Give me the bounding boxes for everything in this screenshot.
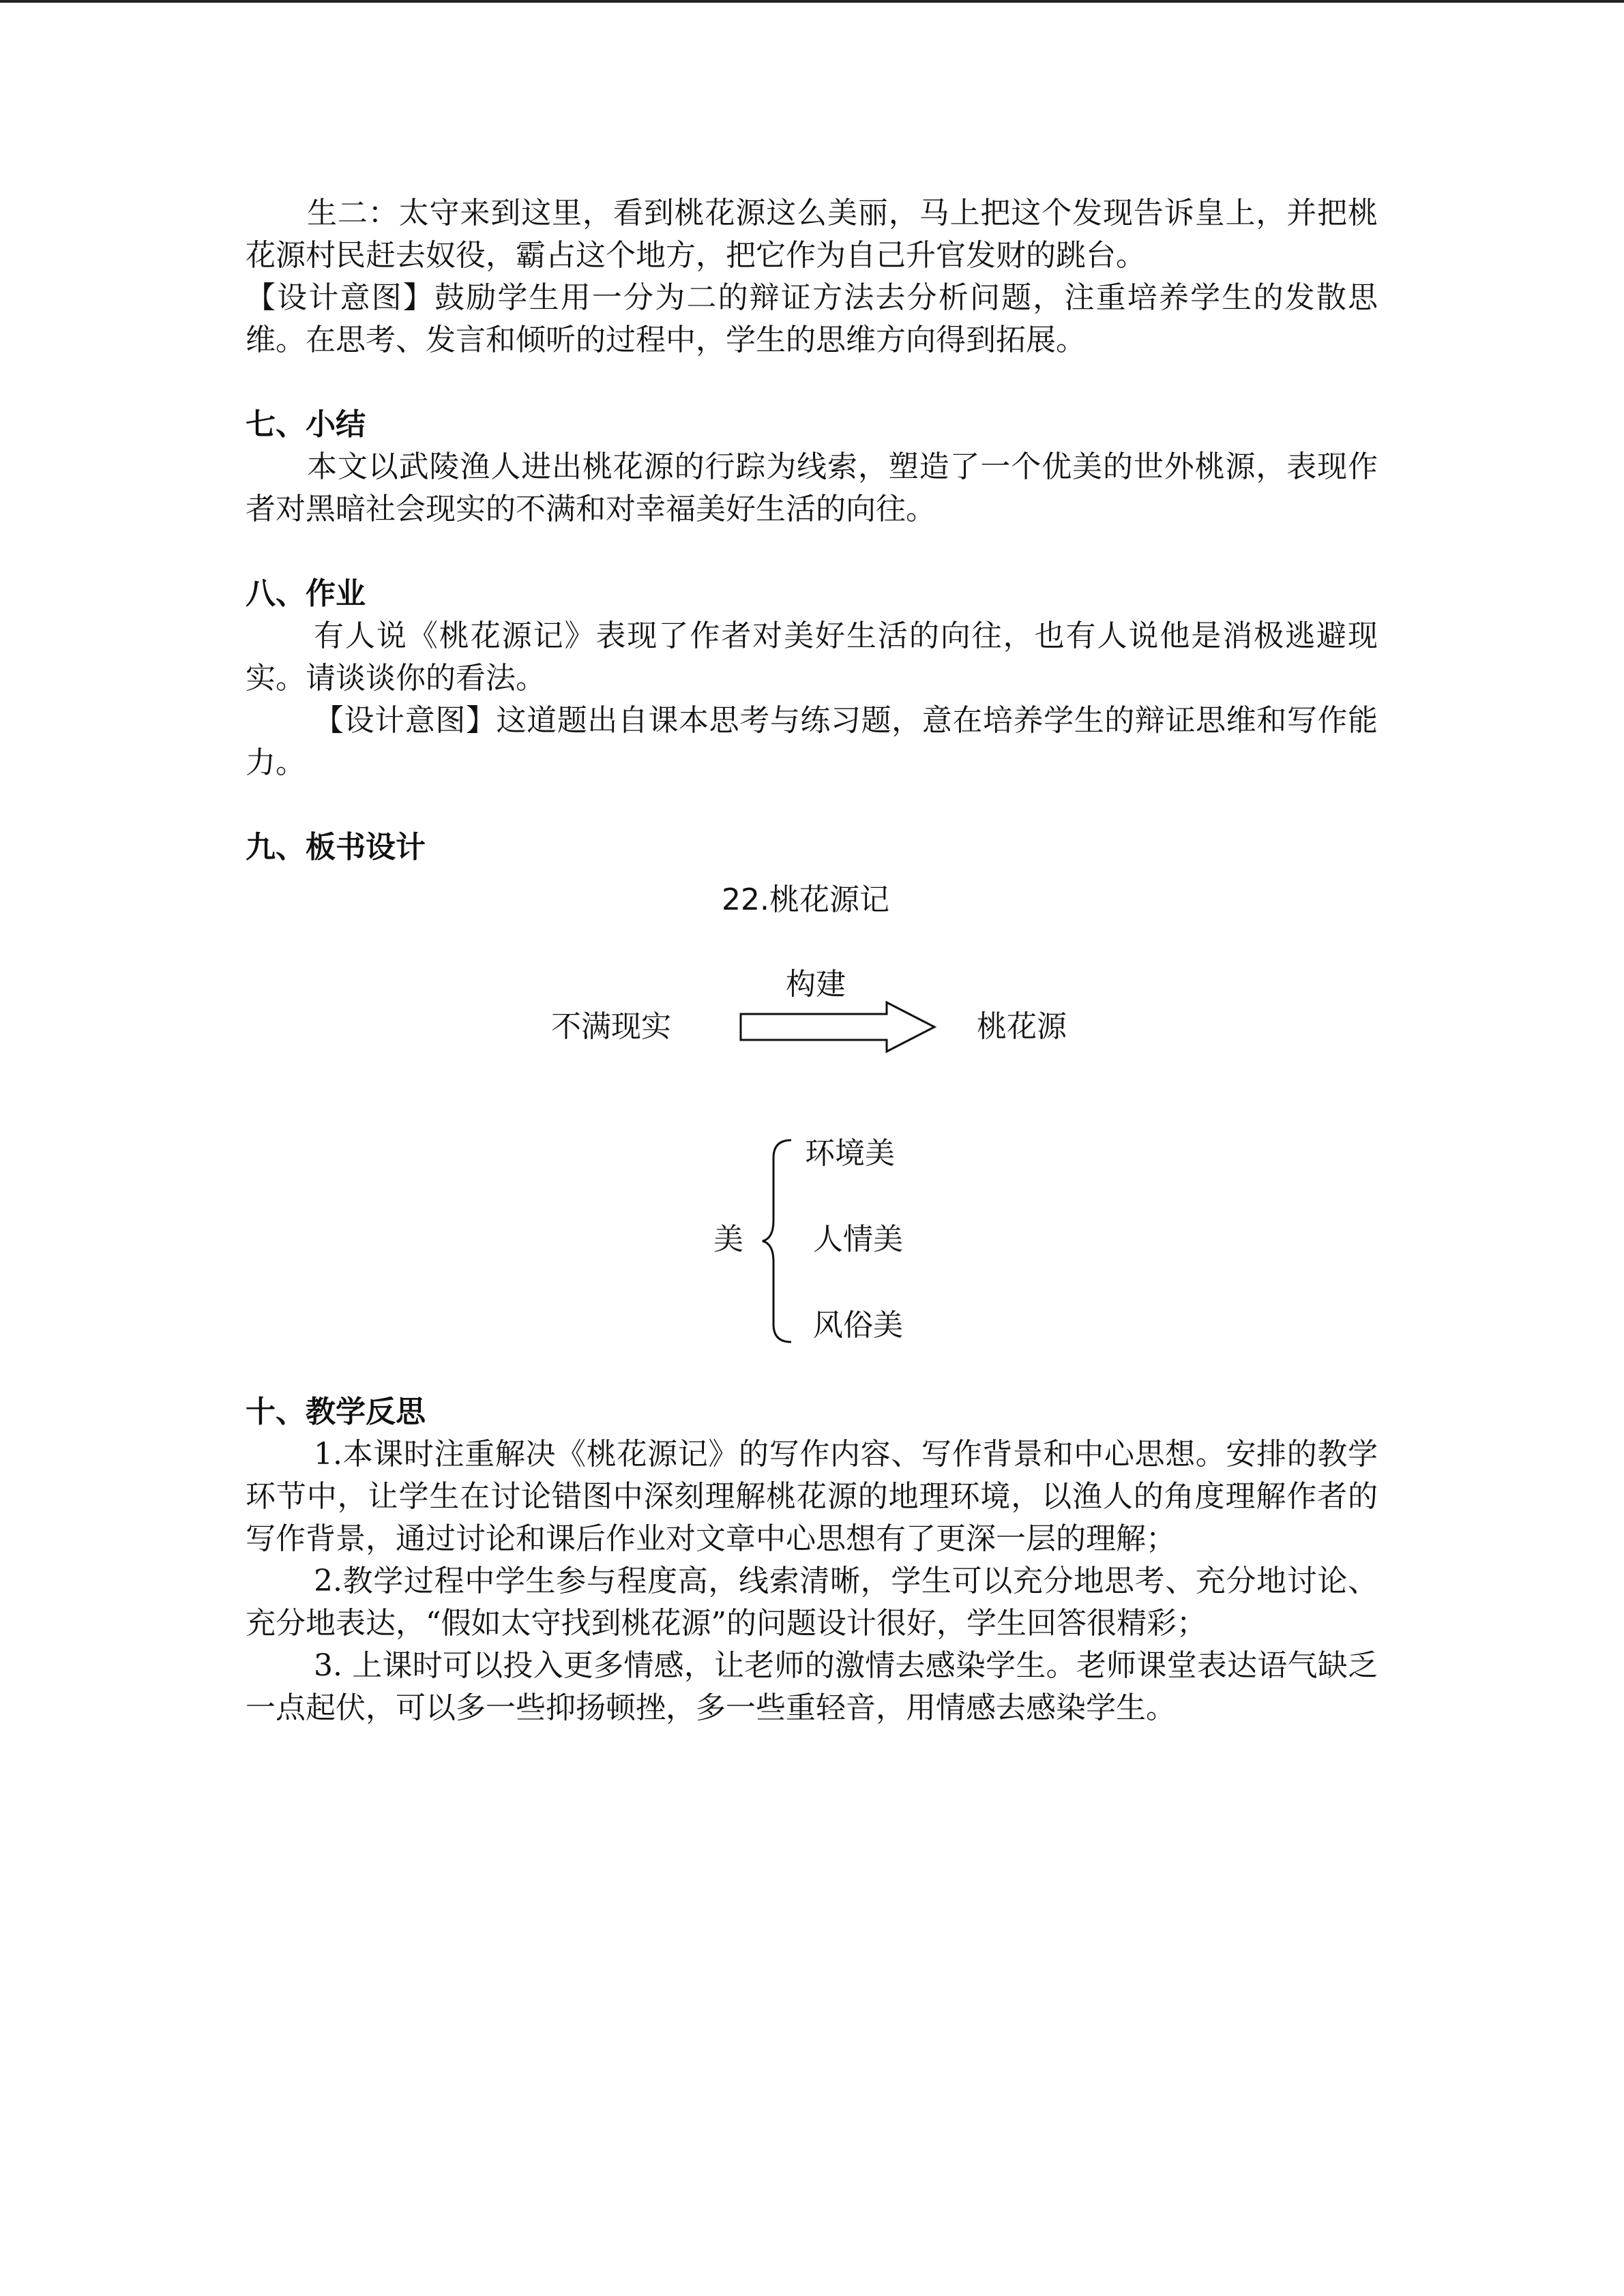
- board-arrow-label: 构建: [786, 967, 846, 1002]
- document-body-lower: [246, 1391, 1378, 1729]
- summary-paragraph: 本文以武陵渔人进出桃花源的行踪为线索，塑造了一个优美的世外桃源，表现作者对黑暗社会现实的不满和对幸福美好生活的向往。: [246, 449, 1378, 526]
- student-two-answer: 生二：太守来到这里，看到桃花源这么美丽，马上把这个发现告诉皇上，并把桃花源村民赶去奴役，霸占这个地方，把它作为自己升官发财的跳台。: [246, 196, 1378, 273]
- board-curly-brace: [763, 1140, 791, 1342]
- spacer: [246, 361, 1378, 404]
- reflection-item-3: 3. 上课时可以投入更多情感，让老师的激情去感染学生。老师课堂表达语气缺乏一点起伏，可以多一些抑扬顿挫，多一些重轻音，用情感去感染学生。: [246, 1648, 1378, 1725]
- board-branch-human-feeling: 人情美: [813, 1222, 903, 1257]
- document-body-upper: [246, 192, 1378, 869]
- section-heading-summary: 七、小结: [246, 407, 366, 442]
- board-branch-customs: 风俗美: [813, 1308, 903, 1343]
- reflection-item-1: 1.本课时注重解决《桃花源记》的写作内容、写作背景和中心思想。安排的教学环节中，让学生在讨论错图中深刻理解桃花源的地理环境，以渔人的角度理解作者的写作背景，通过讨论和课后作业对文章中心思想有了更深一层的理解；: [246, 1437, 1378, 1556]
- design-intent-paragraph-1: 【设计意图】鼓励学生用一分为二的辩证方法去分析问题，注重培养学生的发散思维。在思考、发言和倾听的过程中，学生的思维方向得到拓展。: [246, 280, 1378, 357]
- board-left-label: 不满现实: [551, 1009, 671, 1044]
- board-right-label: 桃花源: [977, 1009, 1067, 1044]
- design-intent-paragraph-2: 【设计意图】这道题出自课本思考与练习题，意在培养学生的辩证思维和写作能力。: [246, 703, 1378, 780]
- spacer: [246, 784, 1378, 826]
- page-top-border: [0, 0, 1624, 3]
- section-heading-reflection: 十、教学反思: [246, 1395, 426, 1429]
- section-heading-homework: 八、作业: [246, 576, 366, 611]
- homework-paragraph: 有人说《桃花源记》表现了作者对美好生活的向往，也有人说他是消极逃避现实。请谈谈你的看法。: [246, 618, 1378, 696]
- board-title: 22.桃花源记: [722, 882, 889, 917]
- reflection-item-2: 2.教学过程中学生参与程度高，线索清晰，学生可以充分地思考、充分地讨论、充分地表达，“假如太守找到桃花源”的问题设计很好，学生回答很精彩；: [246, 1564, 1378, 1641]
- board-branch-environment: 环境美: [805, 1136, 895, 1171]
- section-heading-board-design: 九、板书设计: [246, 830, 426, 865]
- board-arrow-shape: [741, 1002, 934, 1052]
- board-brace-root: 美: [713, 1222, 743, 1257]
- spacer: [246, 531, 1378, 573]
